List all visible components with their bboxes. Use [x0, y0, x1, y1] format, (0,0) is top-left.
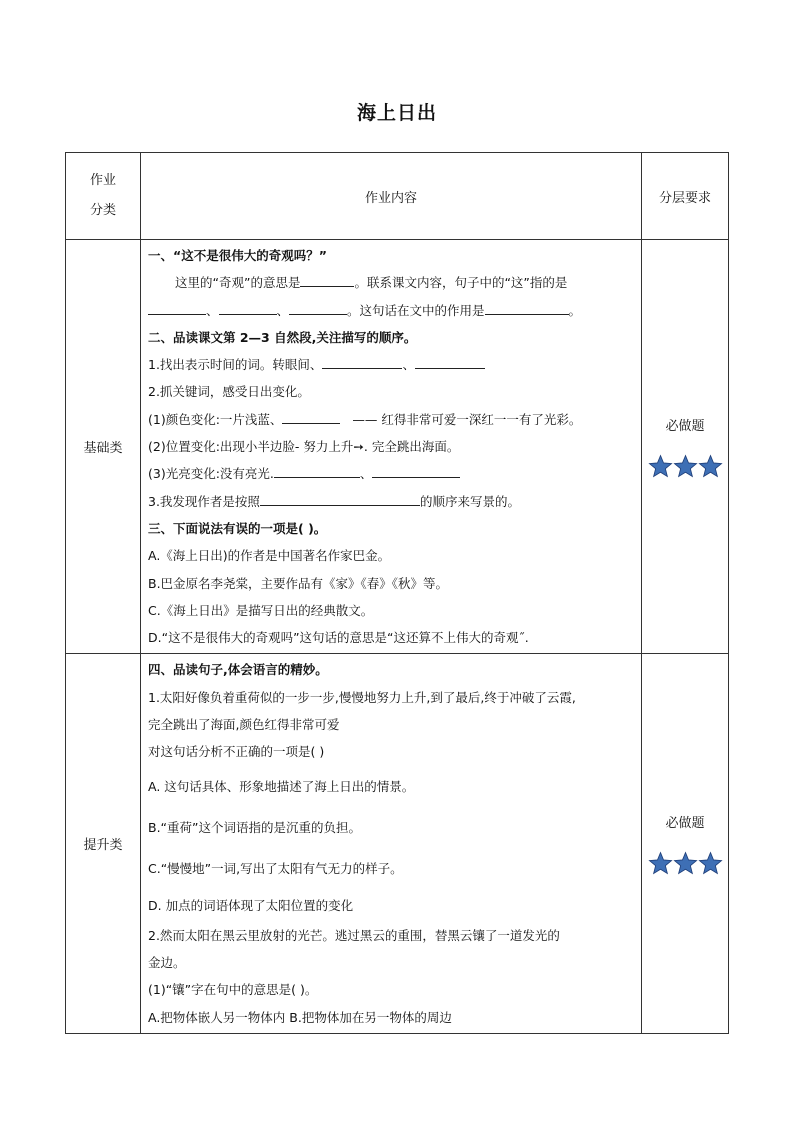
question-4-option-c: C.“慢慢地”一词,写出了太阳有气无力的样子。: [148, 860, 403, 876]
requirement-basic: [642, 240, 729, 654]
answer-blank[interactable]: [260, 491, 420, 506]
question-2-item-2: 2.抓关键词，感受日出变化。: [148, 384, 310, 400]
text: 1.找出表示时间的词。转眼间、: [148, 357, 323, 373]
text: 。: [568, 302, 582, 318]
table-header-row: [66, 153, 729, 240]
question-4-prompt: 对这句话分析不正确的一项是( ): [148, 744, 325, 760]
answer-blank[interactable]: [322, 354, 402, 369]
text: (1)颜色变化:一片浅蓝、: [148, 411, 283, 427]
star-icon: [648, 851, 673, 876]
star-icon: [673, 851, 698, 876]
answer-blank[interactable]: [219, 300, 277, 315]
difficulty-stars: [642, 454, 728, 479]
question-3-option-c: C.《海上日出》是描写日出的经典散文。: [148, 602, 374, 618]
table-row-advanced: [66, 654, 729, 1033]
text: 的顺序来写景的。: [419, 493, 520, 509]
question-5-sentence-1: 2.然而太阳在黑云里放射的光芒。逃过黑云的重围，替黑云镶了一道发光的: [148, 927, 560, 943]
category-basic: 基础类: [66, 240, 141, 654]
text: 、: [276, 302, 290, 318]
requirement-advanced: [642, 654, 729, 1033]
answer-blank[interactable]: [148, 300, 206, 315]
question-2-light-change: [148, 460, 635, 487]
star-icon: [673, 454, 698, 479]
answer-blank[interactable]: [300, 272, 354, 287]
question-4-sentence-2: 完全跳出了海面,颜色红得非常可爱: [148, 717, 340, 733]
question-2-item-1: [148, 351, 635, 378]
text: 。联系课文内容，句子中的“这”指的是: [354, 275, 568, 291]
question-2-position-change: (2)位置变化:出现小半边脸- 努力上升➙. 完全跳出海面。: [148, 439, 460, 455]
question-4-option-b: B.“重荷”这个词语指的是沉重的负担。: [148, 819, 362, 835]
header-category-line1: 作业: [89, 173, 116, 189]
text: 、: [402, 357, 415, 373]
question-1-heading: 一、“这不是很伟大的奇观吗？”: [148, 248, 327, 263]
category-advanced: 提升类: [66, 654, 141, 1033]
answer-blank[interactable]: [289, 300, 347, 315]
header-requirement: 分层要求: [642, 153, 729, 240]
answer-blank[interactable]: [282, 409, 340, 424]
homework-table: [65, 152, 729, 1034]
text: 3.我发现作者是按照: [148, 493, 260, 509]
question-4-option-a: A. 这句话具体、形象地描述了海上日出的情景。: [148, 778, 415, 794]
question-5-options: A.把物体嵌人另一物体内 B.把物体加在另一物体的周边: [148, 1009, 452, 1025]
question-4-heading: 四、品读句子,体会语言的精妙。: [148, 662, 328, 678]
question-1-line-a: [148, 269, 635, 296]
text: 。这句话在文中的作用是: [347, 302, 485, 318]
text: 这里的“奇观”的意思是: [175, 275, 301, 291]
question-4-option-d: D. 加点的词语体现了太阳位置的变化: [148, 897, 354, 913]
header-content: 作业内容: [141, 153, 642, 240]
text: 、: [359, 466, 373, 482]
text: —— 红得非常可爱一深红一一有了光彩。: [352, 411, 582, 427]
answer-blank[interactable]: [274, 463, 360, 478]
content-basic: [141, 240, 642, 654]
question-3-option-a: A.《海上日出)的作者是中国著名作家巴金。: [148, 548, 391, 564]
header-category-line2: 分类: [89, 203, 116, 218]
text: (3)光亮变化:没有亮光.: [148, 466, 274, 482]
star-icon: [698, 851, 723, 876]
question-4-sentence-1: 1.太阳好像负着重荷似的一步一步,慢慢地努力上升,到了最后,终于冲破了云霞,: [148, 689, 576, 705]
question-3-option-d: D.“这不是很伟大的奇观吗”这句话的意思是“这还算不上伟大的奇观˝.: [148, 630, 529, 646]
question-5-sentence-2: 金边。: [148, 954, 186, 970]
question-2-heading: 二、品读课文第 2—3 自然段,关注描写的顺序。: [148, 329, 417, 345]
table-row-basic: [66, 240, 729, 654]
content-advanced: [141, 654, 642, 1033]
question-2-item-3: [148, 488, 635, 515]
question-5-sub-1: (1)“镶”字在句中的意思是( )。: [148, 982, 318, 998]
difficulty-stars: [642, 851, 728, 876]
text: 、: [206, 302, 219, 318]
question-1-line-b: [148, 297, 635, 324]
question-2-color-change: [148, 406, 635, 433]
answer-blank[interactable]: [372, 463, 460, 478]
page-title: 海上日出: [356, 102, 437, 124]
requirement-label: 必做题: [665, 815, 705, 831]
header-category: [66, 153, 141, 240]
star-icon: [648, 454, 673, 479]
requirement-label: 必做题: [665, 418, 705, 434]
answer-blank[interactable]: [485, 300, 569, 315]
question-3-heading: 三、下面说法有误的一项是( )。: [148, 520, 327, 536]
star-icon: [698, 454, 723, 479]
question-3-option-b: B.巴金原名李尧棠，主要作品有《家》《春》《秋》等。: [148, 575, 449, 591]
answer-blank[interactable]: [415, 354, 485, 369]
